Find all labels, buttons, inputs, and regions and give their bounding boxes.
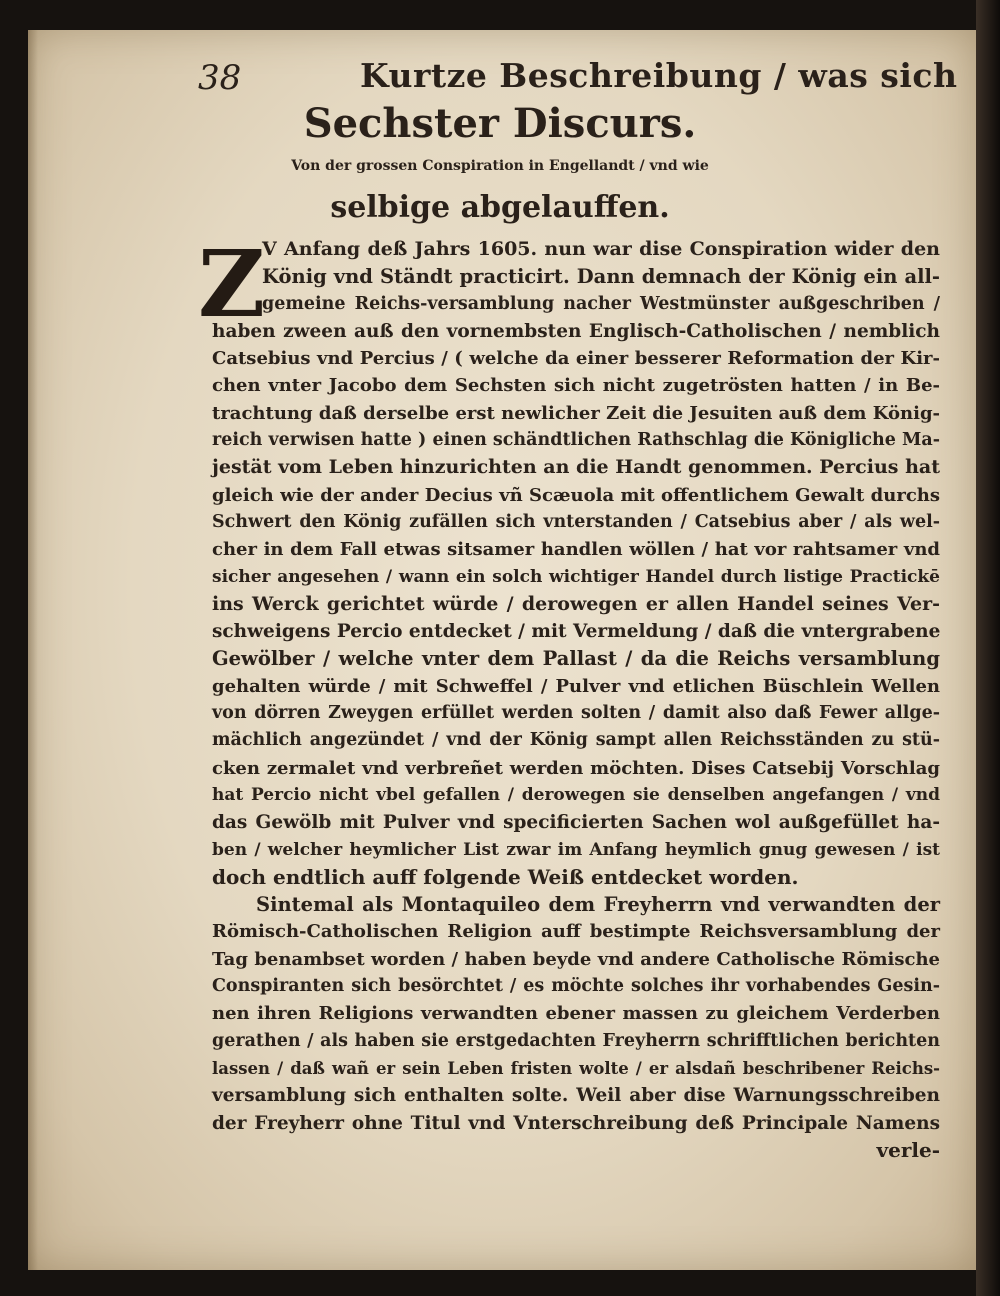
text-line: cken zermalet vnd verbreñet werden möchten. Dises Catsebij Vorschlag [212,757,940,779]
chapter-heading: Sechster Discurs. [303,100,697,147]
text-line: Conspiranten sich besörchtet / es möchte solches ihr vorhabendes Gesin- [212,976,940,997]
text-line: sicher angesehen / wann ein solch wichtiger Handel durch listige Practickē [212,566,940,587]
section-title-line-1: Von der grossen Conspiration in Engellandt / vnd wie [291,158,709,174]
text-line: Tag benambset worden / haben beyde vnd andere Catholische Römische [212,948,940,970]
text-line: ben / welcher heymlicher List zwar im Anfang heymlich gnug gewesen / ist [212,839,940,860]
text-line: Catsebius vnd Percius / ( welche da einer besserer Reformation der Kir- [212,348,940,370]
text-line: versamblung sich enthalten solte. Weil aber dise Warnungsschreiben [212,1085,940,1107]
text-line: haben zween auß den vornembsten Englisch-Catholischen / nemblich [212,320,940,342]
text-line: das Gewölb mit Pulver vnd specificierten Sachen wol außgefüllet ha- [212,812,940,834]
text-line: trachtung daß derselbe erst newlicher Zeit die Jesuiten auß dem König- [212,402,940,424]
text-line: doch endtlich auff folgende Weiß entdecket worden. [212,864,799,889]
text-line: gerathen / als haben sie erstgedachten Freyherrn schrifftlichen berichten [212,1030,940,1051]
text-line: gehalten würde / mit Schweffel / Pulver vnd etlichen Büschlein Wellen [212,675,940,697]
text-line: Sintemal als Montaquileo dem Freyherrn vnd verwandten der [256,893,940,917]
text-line: von dörren Zweygen erfüllet werden solten / damit also daß Fewer allge- [212,703,940,724]
text-line: Römisch-Catholischen Religion auff bestimpte Reichsversamblung der [212,921,940,943]
text-line: mächlich angezündet / vnd der König sampt allen Reichsständen zu stü- [212,730,940,751]
text-line: der Freyherr ohne Titul vnd Vnterschreibung deß Principale Namens [212,1112,940,1134]
page-number: 38 [198,58,242,98]
text-line: cher in dem Fall etwas sitsamer handlen wöllen / hat vor rahtsamer vnd [212,539,940,561]
body-text [212,236,940,1164]
section-title-line-2: selbige abgelauffen. [330,190,670,225]
text-line: chen vnter Jacobo dem Sechsten sich nicht zugetrösten hatten / in Be- [212,375,940,397]
text-line: gleich wie der ander Decius vñ Scæuola mit offentlichem Gewalt durchs [212,484,940,506]
text-line: reich verwisen hatte ) einen schändtlichen Rathschlag die Königliche Ma- [212,430,940,451]
text-line: jestät vom Leben hinzurichten an die Handt genommen. Percius hat [212,456,940,479]
running-head: Kurtze Beschreibung / was sich [360,56,958,95]
text-line: König vnd Ständt practicirt. Dann demnach der König ein all- [262,265,940,289]
text-line: hat Percio nicht vbel gefallen / derowegen sie denselben angefangen / vnd [212,784,940,805]
catchword: verle- [876,1137,940,1162]
drop-cap: Z [198,230,266,338]
text-line: V Anfang deß Jahrs 1605. nun war dise Conspiration wider den [262,238,940,260]
text-line: ins Werck gerichtet würde / derowegen er allen Handel seines Ver- [212,592,940,615]
text-line: gemeine Reichs-versamblung nacher Westmünster außgeschriben / [262,293,940,314]
text-line: nen ihren Religions verwandten ebener massen zu gleichem Verderben [212,1003,940,1025]
text-line: Gewölber / welche vnter dem Pallast / da die Reichs versamblung [212,647,940,671]
text-line: Schwert den König zufällen sich vnterstanden / Catsebius aber / als wel- [212,511,940,532]
text-line: lassen / daß wañ er sein Leben fristen wolte / er alsdañ beschribener Reichs- [212,1058,940,1078]
text-line: schweigens Percio entdecket / mit Vermeldung / daß die vntergrabene [212,621,941,643]
